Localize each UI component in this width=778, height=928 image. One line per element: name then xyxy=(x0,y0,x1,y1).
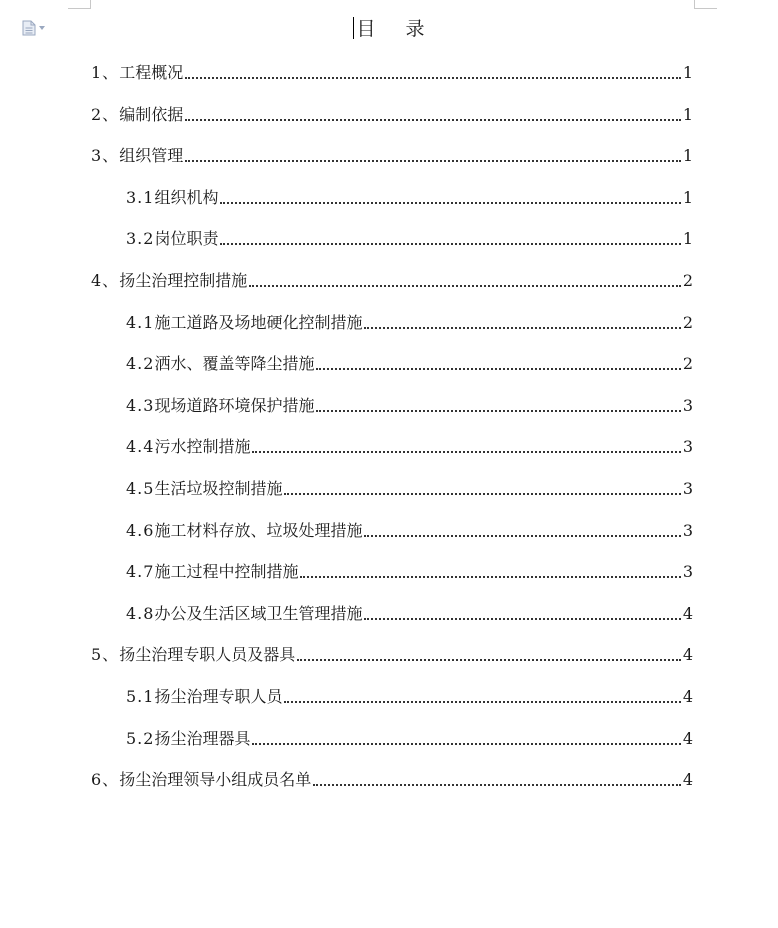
toc-entry-page: 1 xyxy=(682,187,693,207)
toc-entry-page: 1 xyxy=(682,146,693,166)
toc-entry-number: 1、 xyxy=(91,63,120,82)
text-cursor xyxy=(353,17,354,39)
crop-mark-top-right xyxy=(694,0,717,9)
toc-entry[interactable] xyxy=(126,347,693,375)
toc-entry[interactable] xyxy=(91,139,693,167)
toc-entry-number: 4.6 xyxy=(126,520,155,540)
toc-entry[interactable] xyxy=(91,98,693,126)
toc-entry-page: 4 xyxy=(682,728,693,748)
toc-entry-number: 3.2 xyxy=(126,229,155,249)
toc-heading-part2: 录 xyxy=(405,18,425,40)
toc-entry[interactable] xyxy=(126,514,693,542)
toc-dot-leader xyxy=(185,159,681,162)
toc-entry-page: 3 xyxy=(682,520,693,540)
toc-entry-number: 5.1 xyxy=(126,687,155,706)
toc-dot-leader xyxy=(364,617,680,620)
toc-entry-page: 2 xyxy=(682,312,693,332)
toc-entry-page: 4 xyxy=(682,770,693,790)
toc-dot-leader xyxy=(220,201,680,204)
toc-entry-number: 4.7 xyxy=(126,562,155,582)
toc-dot-leader xyxy=(284,492,680,495)
toc-dot-leader xyxy=(252,450,680,453)
toc-entry-label: 施工道路及场地硬化控制措施 xyxy=(154,312,363,332)
toc-entry-label: 生活垃圾控制措施 xyxy=(154,479,283,498)
toc-entry-number: 4.3 xyxy=(126,395,155,415)
toc-entry-label: 现场道路环境保护措施 xyxy=(154,395,315,415)
toc-entry-page: 3 xyxy=(682,437,693,457)
toc-entry-page: 1 xyxy=(682,104,693,124)
toc-entry-number: 2、 xyxy=(91,104,120,124)
toc-entry-label: 编制依据 xyxy=(119,104,184,124)
toc-entry[interactable] xyxy=(91,638,693,666)
toc-entry[interactable] xyxy=(126,680,693,708)
toc-entry-number: 4.5 xyxy=(126,479,155,498)
toc-entry-number: 3、 xyxy=(91,146,120,166)
toc-entry[interactable] xyxy=(126,306,693,334)
toc-entry-number: 5、 xyxy=(91,645,120,665)
toc-dot-leader xyxy=(364,326,680,329)
toc-dot-leader xyxy=(249,284,681,287)
toc-entry-label: 污水控制措施 xyxy=(154,437,251,457)
toc-entry-label: 扬尘治理专职人员 xyxy=(154,687,283,706)
toc-dot-leader xyxy=(300,575,680,578)
toc-heading xyxy=(0,16,778,42)
toc-entry-page: 4 xyxy=(682,603,693,623)
toc-entry-number: 5.2 xyxy=(126,728,155,748)
toc-dot-leader xyxy=(316,367,680,370)
toc-entry-number: 4.8 xyxy=(126,603,155,623)
toc-entry-page: 3 xyxy=(682,479,693,498)
toc-dot-leader xyxy=(220,242,680,245)
toc-entry-label: 组织管理 xyxy=(119,146,184,166)
toc-entry-number: 4.2 xyxy=(126,354,155,374)
toc-entry-number: 4.4 xyxy=(126,437,155,457)
toc-dot-leader xyxy=(284,700,680,703)
toc-dot-leader xyxy=(313,783,681,786)
toc-entry-number: 3.1 xyxy=(126,187,155,207)
toc-entry-label: 扬尘治理器具 xyxy=(154,728,251,748)
toc-entry-page: 4 xyxy=(682,645,693,665)
toc-entry-label: 扬尘治理专职人员及器具 xyxy=(119,645,296,665)
toc-entry-page: 4 xyxy=(682,687,693,706)
toc-entry-number: 6、 xyxy=(91,770,120,790)
toc-entry-page: 3 xyxy=(682,395,693,415)
toc-entry[interactable] xyxy=(126,597,693,625)
toc-entry[interactable] xyxy=(126,181,693,209)
toc-entry[interactable] xyxy=(126,472,693,500)
toc-dot-leader xyxy=(297,658,681,661)
toc-entry[interactable] xyxy=(126,722,693,750)
toc-entry-label: 工程概况 xyxy=(119,63,184,82)
toc-dot-leader xyxy=(252,742,680,745)
toc-dot-leader xyxy=(185,118,681,121)
toc-dot-leader xyxy=(364,534,680,537)
toc-entry[interactable] xyxy=(126,430,693,458)
toc-entry-label: 施工材料存放、垃圾处理措施 xyxy=(154,520,363,540)
toc-entry-label: 洒水、覆盖等降尘措施 xyxy=(154,354,315,374)
toc-entry[interactable] xyxy=(126,555,693,583)
crop-mark-top-left xyxy=(68,0,91,9)
toc-entry-page: 2 xyxy=(682,271,693,290)
toc-entry-number: 4.1 xyxy=(126,312,155,332)
toc-entry-label: 施工过程中控制措施 xyxy=(154,562,299,582)
toc-heading-part1: 目 xyxy=(356,18,376,40)
toc-entry-label: 办公及生活区域卫生管理措施 xyxy=(154,603,363,623)
toc-entry[interactable] xyxy=(91,763,693,791)
toc-entry-label: 扬尘治理领导小组成员名单 xyxy=(119,770,312,790)
toc-dot-leader xyxy=(316,409,680,412)
toc-entry-page: 1 xyxy=(682,229,693,249)
toc-entry[interactable] xyxy=(126,389,693,417)
toc-entry-label: 组织机构 xyxy=(154,187,219,207)
toc-dot-leader xyxy=(185,76,681,79)
toc-entry-label: 岗位职责 xyxy=(154,229,219,249)
toc-entry-page: 1 xyxy=(682,63,693,82)
toc-entry[interactable] xyxy=(91,56,693,84)
toc-entry-page: 2 xyxy=(682,354,693,374)
toc-entry[interactable] xyxy=(91,264,693,292)
toc-entry-number: 4、 xyxy=(91,271,120,290)
toc-entry[interactable] xyxy=(126,222,693,250)
toc-entry-page: 3 xyxy=(682,562,693,582)
toc-entry-label: 扬尘治理控制措施 xyxy=(119,271,248,290)
